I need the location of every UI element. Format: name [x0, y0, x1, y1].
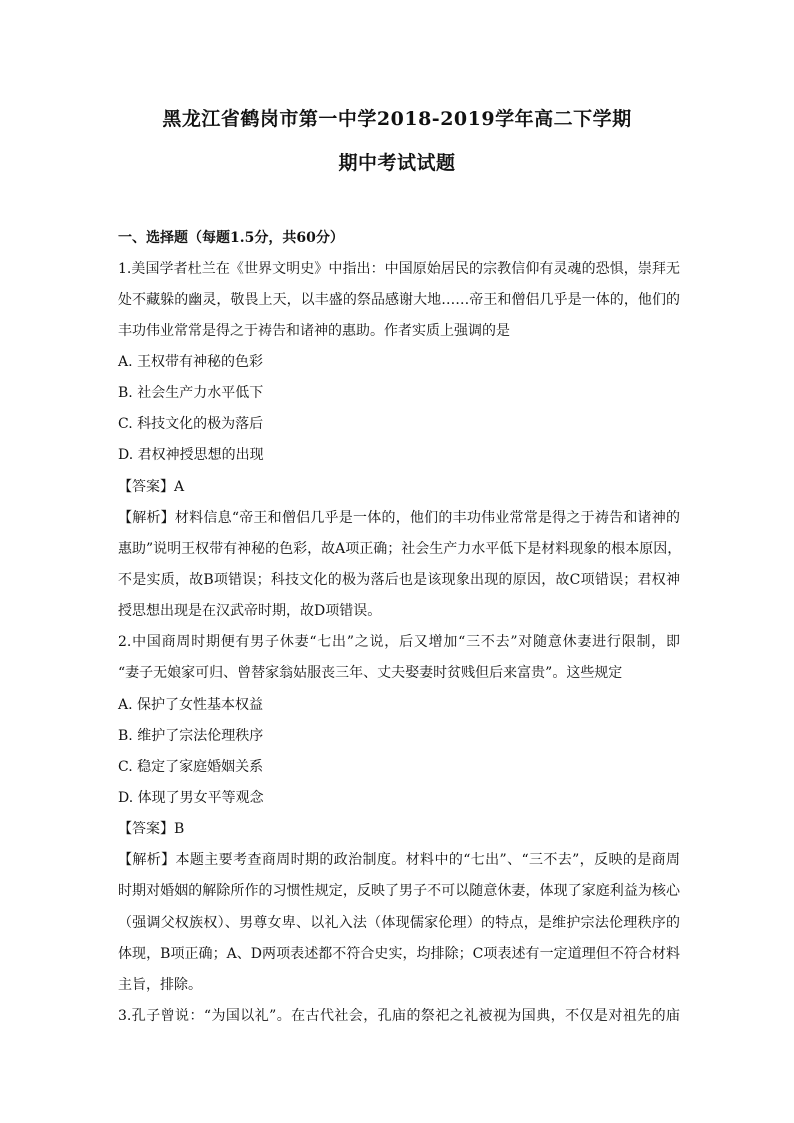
question-2-explanation-line-5: 主旨，排除。 — [118, 977, 202, 993]
document-subtitle: 期中考试试题 — [338, 152, 456, 174]
document-title: 黑龙江省鹤岗市第一中学2018-2019学年高二下学期 — [162, 108, 632, 130]
question-2-explanation-line-2: 时期对婚姻的解除所作的习惯性规定，反映了男子不可以随意休妻，体现了家庭利益为核心 — [118, 883, 680, 899]
question-1-line-1: 1.美国学者杜兰在《世界文明史》中指出：中国原始居民的宗教信仰有灵魂的恐惧，崇拜无 — [118, 261, 680, 277]
question-2-explanation-line-4: 体现，B项正确；A、D两项表述都不符合史实，均排除；C项表述有一定道理但不符合材料 — [118, 946, 680, 962]
question-1-explanation-line-2: 惠助”说明王权带有神秘的色彩，故A项正确；社会生产力水平低下是材料现象的根本原因， — [118, 541, 682, 557]
question-1-line-2: 处不藏躲的幽灵，敬畏上天，以丰盛的祭品感谢大地……帝王和僧侣几乎是一体的，他们的 — [118, 292, 680, 308]
question-1-explanation-line-3: 不是实质，故B项错误；科技文化的极为落后也是该现象出现的原因，故C项错误；君权神 — [118, 572, 680, 588]
question-1-answer: 【答案】A — [118, 479, 185, 495]
question-1-option-b: B. 社会生产力水平低下 — [118, 385, 264, 401]
section-heading: 一、选择题（每题1.5分，共60分） — [118, 230, 344, 246]
question-2-option-b: B. 维护了宗法伦理秩序 — [118, 728, 264, 744]
question-2-answer: 【答案】B — [118, 821, 185, 837]
question-2-option-a: A. 保护了女性基本权益 — [118, 697, 264, 713]
question-1-option-c: C. 科技文化的极为落后 — [118, 416, 264, 432]
question-1-line-3: 丰功伟业常常是得之于祷告和诸神的惠助。作者实质上强调的是 — [118, 323, 510, 339]
question-2-explanation-line-3: （强调父权族权）、男尊女卑、以礼入法（体现儒家伦理）的特点，是维护宗法伦理秩序的 — [118, 915, 680, 931]
question-1-explanation-line-1: 【解析】材料信息“帝王和僧侣几乎是一体的，他们的丰功伟业常常是得之于祷告和诸神的 — [118, 510, 680, 526]
question-2-option-c: C. 稳定了家庭婚姻关系 — [118, 759, 264, 775]
question-2-explanation-line-1: 【解析】本题主要考查商周时期的政治制度。材料中的“七出”、“三不去”，反映的是商周 — [118, 852, 680, 868]
question-2-option-d: D. 体现了男女平等观念 — [118, 790, 264, 806]
question-3-line-1: 3.孔子曾说：“为国以礼”。在古代社会，孔庙的祭祀之礼被视为国典，不仅是对祖先的庙 — [118, 1008, 680, 1024]
question-2-line-1: 2.中国商周时期便有男子休妻“七出”之说，后又增加“三不去”对随意休妻进行限制，即 — [118, 634, 680, 650]
question-1-option-a: A. 王权带有神秘的色彩 — [118, 354, 264, 370]
question-1-option-d: D. 君权神授思想的出现 — [118, 447, 264, 463]
question-2-line-2: “妻子无娘家可归、曾替家翁姑服丧三年、丈夫娶妻时贫贱但后来富贵”。这些规定 — [118, 665, 623, 681]
question-1-explanation-line-4: 授思想出现是在汉武帝时期，故D项错误。 — [118, 603, 382, 619]
